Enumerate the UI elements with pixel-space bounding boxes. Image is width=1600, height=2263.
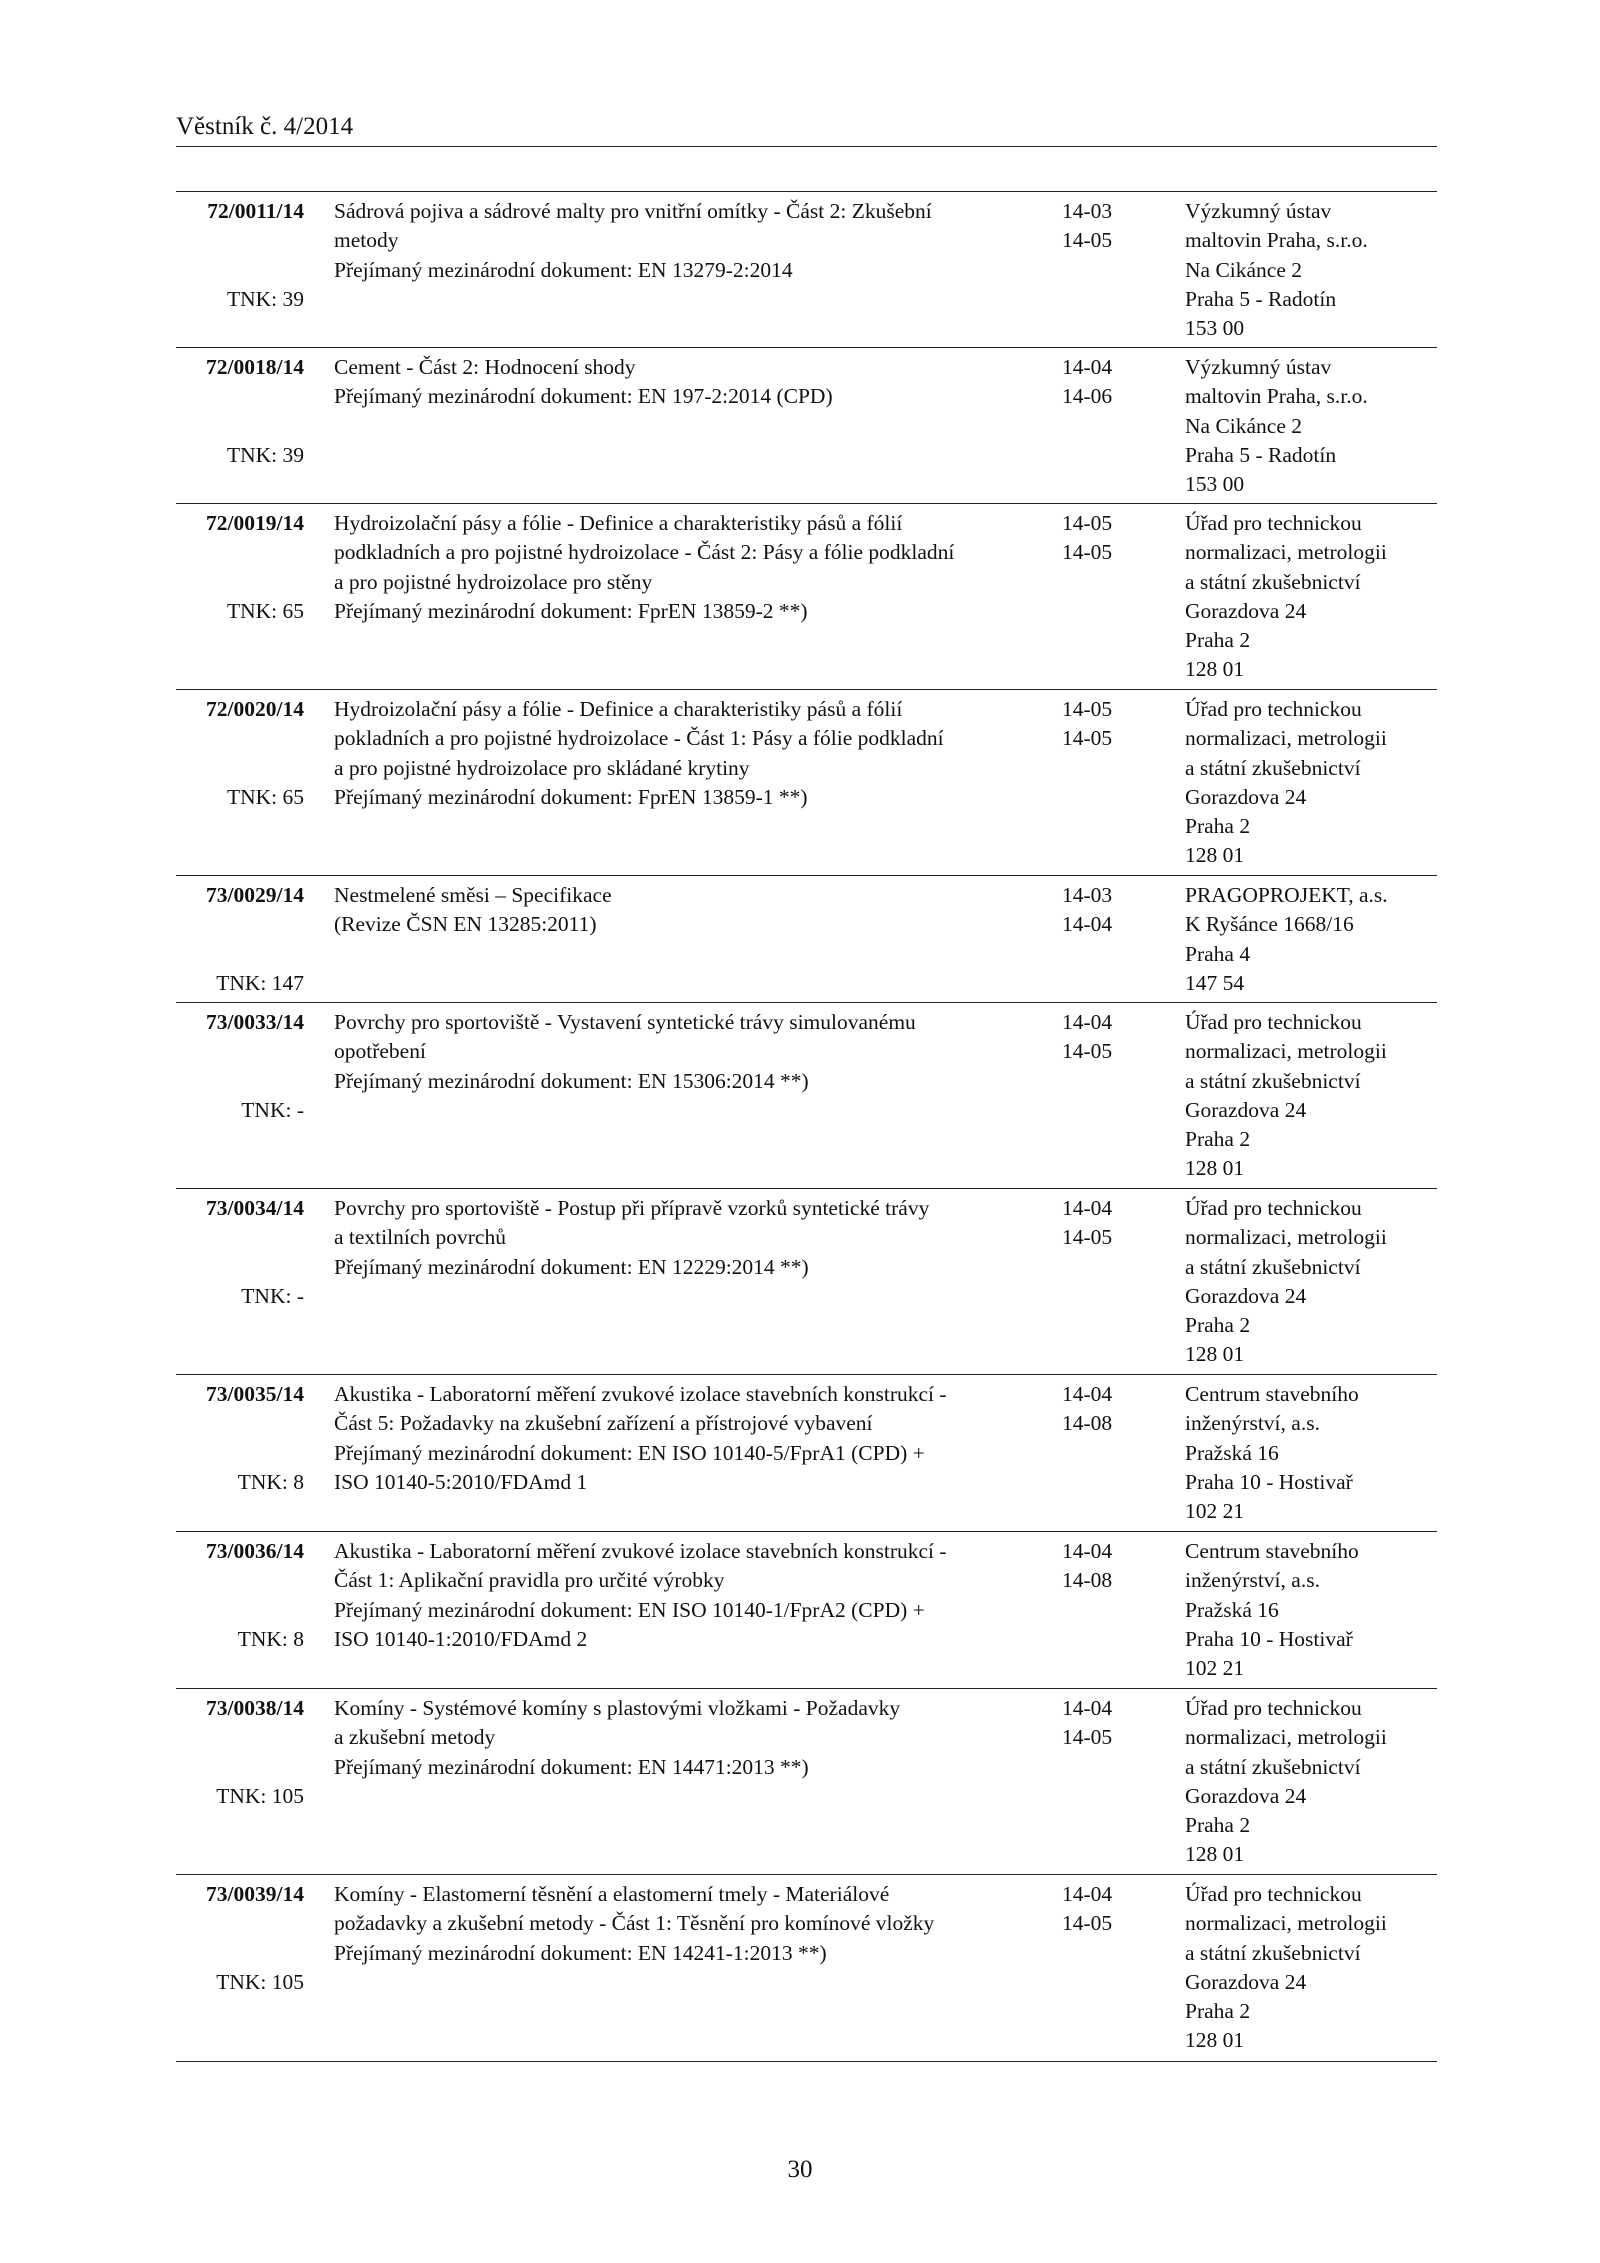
table-row <box>176 1188 1437 1374</box>
entry-organization-line: Praha 5 - Radotín <box>1185 442 1337 467</box>
entry-date: 14-06 <box>1062 384 1113 409</box>
table-row <box>176 689 1437 875</box>
entry-title-line: podkladních a pro pojistné hydroizolace - Část 2: Pásy a fólie podkladní <box>334 540 955 565</box>
entry-organization-line: K Ryšánce 1668/16 <box>1185 912 1354 937</box>
entry-organization-line: 128 01 <box>1185 657 1245 682</box>
entry-organization-line: Úřad pro technickou <box>1185 1196 1362 1220</box>
table-row <box>176 1688 1437 1874</box>
entry-date: 14-04 <box>1062 1696 1113 1720</box>
entry-code-cell <box>176 1008 304 1122</box>
entry-organization-cell <box>1185 509 1437 685</box>
entry-organization-line: Výzkumný ústav <box>1185 199 1332 223</box>
entry-organization-line: 153 00 <box>1185 472 1245 497</box>
entry-title-line: Přejímaný mezinárodní dokument: EN ISO 10140-1/FprA2 (CPD) + <box>334 1597 925 1622</box>
entry-title-line: ISO 10140-5:2010/FDAmd 1 <box>334 1469 588 1494</box>
entry-title-line: Část 1: Aplikační pravidla pro určité výrobky <box>334 1568 725 1593</box>
entry-title-line: Přejímaný mezinárodní dokument: EN 14241-1:2013 **) <box>334 1940 827 1965</box>
entry-title-line: Hydroizolační pásy a fólie - Definice a charakteristiky pásů a fólií <box>334 511 903 535</box>
entry-organization-line: 128 01 <box>1185 1342 1245 1367</box>
entry-title-line: Přejímaný mezinárodní dokument: FprEN 13859-2 **) <box>334 598 808 623</box>
entry-title-line: Sádrová pojiva a sádrové malty pro vnitřní omítky - Část 2: Zkušební <box>334 199 932 223</box>
entry-code: 73/0036/14 <box>206 1539 304 1563</box>
entry-organization-line: normalizaci, metrologii <box>1185 726 1387 751</box>
entry-organization-line: Praha 2 <box>1185 1313 1251 1338</box>
entry-organization-cell <box>1185 353 1437 499</box>
entry-organization-line: a státní zkušebnictví <box>1185 1754 1361 1779</box>
entry-organization-line: Praha 10 - Hostivař <box>1185 1626 1353 1651</box>
entry-organization-line: maltovin Praha, s.r.o. <box>1185 384 1368 409</box>
entry-organization-cell <box>1185 197 1437 343</box>
entry-title-line: Cement - Část 2: Hodnocení shody <box>334 355 636 379</box>
entry-organization-line: a státní zkušebnictví <box>1185 755 1361 780</box>
entry-code: 73/0033/14 <box>206 1010 304 1034</box>
entry-tnk: TNK: 105 <box>216 1784 304 1808</box>
table-row <box>176 1002 1437 1188</box>
entry-date: 14-08 <box>1062 1411 1113 1436</box>
entry-dates-cell <box>1062 353 1132 412</box>
entry-organization-line: Gorazdova 24 <box>1185 1283 1307 1308</box>
entry-organization-line: 102 21 <box>1185 1499 1245 1524</box>
entry-title-line: Nestmelené směsi – Specifikace <box>334 883 612 907</box>
entry-organization-line: Na Cikánce 2 <box>1185 413 1303 438</box>
entry-organization-line: a státní zkušebnictví <box>1185 1068 1361 1093</box>
entry-organization-line: 147 54 <box>1185 970 1245 995</box>
entry-title-line: Přejímaný mezinárodní dokument: EN 14471:2013 **) <box>334 1754 809 1779</box>
entry-organization-line: 128 01 <box>1185 843 1245 868</box>
entry-dates-cell <box>1062 1537 1132 1596</box>
entry-organization-line: Výzkumný ústav <box>1185 355 1332 379</box>
entry-organization-line: normalizaci, metrologii <box>1185 1225 1387 1250</box>
entry-organization-line: normalizaci, metrologii <box>1185 1911 1387 1936</box>
entry-organization-line: 128 01 <box>1185 1842 1245 1867</box>
entry-code: 72/0011/14 <box>207 199 304 223</box>
entry-dates-cell <box>1062 1694 1132 1753</box>
entry-title-line: a textilních povrchů <box>334 1225 506 1250</box>
table-row <box>176 192 1437 347</box>
entry-dates-cell <box>1062 1880 1132 1939</box>
entry-title-line: a zkušební metody <box>334 1725 496 1750</box>
entry-organization-cell <box>1185 1537 1437 1683</box>
entry-code: 73/0038/14 <box>206 1696 304 1720</box>
entry-organization-line: Praha 2 <box>1185 814 1251 839</box>
entry-code-cell <box>176 1694 304 1808</box>
entry-organization-line: Gorazdova 24 <box>1185 598 1307 623</box>
entry-code-cell <box>176 353 304 467</box>
entry-organization-line: a státní zkušebnictví <box>1185 1254 1361 1279</box>
entry-organization-line: Praha 4 <box>1185 941 1251 966</box>
entry-title-line: Akustika - Laboratorní měření zvukové izolace stavebních konstrukcí - <box>334 1539 947 1563</box>
entry-date: 14-05 <box>1062 697 1113 721</box>
entry-date: 14-04 <box>1062 1382 1113 1406</box>
entry-date: 14-04 <box>1062 1196 1113 1220</box>
entry-organization-cell <box>1185 881 1437 998</box>
entry-title-line: Přejímaný mezinárodní dokument: EN 12229:2014 **) <box>334 1254 809 1279</box>
entry-tnk: TNK: 147 <box>216 971 304 995</box>
table-row <box>176 503 1437 689</box>
entry-organization-line: Gorazdova 24 <box>1185 784 1307 809</box>
entry-date: 14-05 <box>1062 1725 1113 1750</box>
entry-code-cell <box>176 509 304 623</box>
entry-date: 14-05 <box>1062 540 1113 565</box>
entry-organization-line: Praha 10 - Hostivař <box>1185 1469 1353 1494</box>
entry-title-line: ISO 10140-1:2010/FDAmd 2 <box>334 1626 588 1651</box>
entry-organization-line: Centrum stavebního <box>1185 1539 1359 1563</box>
entry-date: 14-05 <box>1062 511 1113 535</box>
entry-title-line: Přejímaný mezinárodní dokument: EN 197-2:2014 (CPD) <box>334 384 833 409</box>
entry-code: 73/0035/14 <box>206 1382 304 1406</box>
entry-date: 14-04 <box>1062 912 1113 937</box>
table-row <box>176 347 1437 503</box>
entry-organization-cell <box>1185 1008 1437 1184</box>
entry-code: 72/0018/14 <box>206 355 304 379</box>
entry-code: 73/0039/14 <box>206 1882 304 1906</box>
entry-organization-line: inženýrství, a.s. <box>1185 1411 1320 1436</box>
entry-title-line: Přejímaný mezinárodní dokument: EN 13279-2:2014 <box>334 257 793 282</box>
entry-organization-line: 128 01 <box>1185 2028 1245 2053</box>
entry-organization-line: Úřad pro technickou <box>1185 1882 1362 1906</box>
entry-code-cell <box>176 1194 304 1308</box>
entry-tnk: TNK: - <box>241 1284 304 1308</box>
entry-title-line: Přejímaný mezinárodní dokument: FprEN 13859-1 **) <box>334 784 808 809</box>
entry-dates-cell <box>1062 1380 1132 1439</box>
entry-organization-line: Praha 2 <box>1185 1999 1251 2024</box>
entry-organization-line: PRAGOPROJEKT, a.s. <box>1185 883 1388 907</box>
entry-tnk: TNK: 65 <box>226 599 304 623</box>
entry-date: 14-05 <box>1062 228 1113 253</box>
entry-organization-line: Úřad pro technickou <box>1185 697 1362 721</box>
entry-organization-line: Úřad pro technickou <box>1185 511 1362 535</box>
entry-date: 14-04 <box>1062 1010 1113 1034</box>
entry-dates-cell <box>1062 881 1132 940</box>
entry-organization-line: normalizaci, metrologii <box>1185 1039 1387 1064</box>
entry-code: 73/0034/14 <box>206 1196 304 1220</box>
entry-dates-cell <box>1062 197 1132 256</box>
entry-title-line: požadavky a zkušební metody - Část 1: Těsnění pro komínové vložky <box>334 1911 935 1936</box>
table-row <box>176 1874 1437 2061</box>
entry-tnk: TNK: 105 <box>216 1970 304 1994</box>
entry-organization-cell <box>1185 1194 1437 1370</box>
entry-title-line: opotřebení <box>334 1039 426 1064</box>
entry-organization-line: Gorazdova 24 <box>1185 1097 1307 1122</box>
entry-title-line: metody <box>334 228 399 253</box>
entry-organization-line: Gorazdova 24 <box>1185 1969 1307 1994</box>
entry-title-line: Povrchy pro sportoviště - Postup při přípravě vzorků syntetické trávy <box>334 1196 930 1220</box>
table-row <box>176 875 1437 1002</box>
entry-organization-line: Praha 5 - Radotín <box>1185 286 1337 311</box>
entry-title-line: Komíny - Elastomerní těsnění a elastomerní tmely - Materiálové <box>334 1882 890 1906</box>
entry-code-cell <box>176 1537 304 1651</box>
entry-date: 14-04 <box>1062 355 1113 379</box>
entry-organization-line: Úřad pro technickou <box>1185 1696 1362 1720</box>
entry-organization-line: Gorazdova 24 <box>1185 1783 1307 1808</box>
entry-code: 72/0020/14 <box>206 697 304 721</box>
entry-date: 14-05 <box>1062 1225 1113 1250</box>
entry-code-cell <box>176 1380 304 1494</box>
entry-dates-cell <box>1062 1008 1132 1067</box>
entry-dates-cell <box>1062 1194 1132 1253</box>
entry-title-line: Přejímaný mezinárodní dokument: EN ISO 10140-5/FprA1 (CPD) + <box>334 1440 925 1465</box>
bulletin-title: Věstník č. 4/2014 <box>176 113 354 140</box>
standards-table <box>176 191 1437 2062</box>
entry-date: 14-05 <box>1062 726 1113 751</box>
entry-organization-line: normalizaci, metrologii <box>1185 1725 1387 1750</box>
page-header <box>176 110 1437 147</box>
entry-tnk: TNK: - <box>241 1098 304 1122</box>
entry-organization-line: Pražská 16 <box>1185 1597 1279 1622</box>
entry-date: 14-04 <box>1062 1882 1113 1906</box>
entry-code-cell <box>176 881 304 995</box>
entry-organization-line: 153 00 <box>1185 316 1245 341</box>
entry-code-cell <box>176 1880 304 1994</box>
entry-organization-line: maltovin Praha, s.r.o. <box>1185 228 1368 253</box>
entry-organization-line: Na Cikánce 2 <box>1185 257 1303 282</box>
entry-organization-line: 128 01 <box>1185 1156 1245 1181</box>
entry-dates-cell <box>1062 509 1132 568</box>
entry-code-cell <box>176 197 304 311</box>
entry-organization-cell <box>1185 1380 1437 1526</box>
entry-title-line: Přejímaný mezinárodní dokument: EN 15306:2014 **) <box>334 1068 809 1093</box>
table-row <box>176 1374 1437 1531</box>
entry-organization-cell <box>1185 1880 1437 2056</box>
entry-organization-line: a státní zkušebnictví <box>1185 1940 1361 1965</box>
entry-organization-cell <box>1185 1694 1437 1870</box>
entry-organization-line: Pražská 16 <box>1185 1440 1279 1465</box>
entry-title-line: Povrchy pro sportoviště - Vystavení syntetické trávy simulovanému <box>334 1010 916 1034</box>
entry-date: 14-08 <box>1062 1568 1113 1593</box>
entry-title-line: Akustika - Laboratorní měření zvukové izolace stavebních konstrukcí - <box>334 1382 947 1406</box>
entry-date: 14-05 <box>1062 1911 1113 1936</box>
entry-organization-line: Praha 2 <box>1185 1813 1251 1838</box>
entry-code: 72/0019/14 <box>206 511 304 535</box>
entry-code-cell <box>176 695 304 809</box>
entry-title-line: a pro pojistné hydroizolace pro skládané krytiny <box>334 755 750 780</box>
entry-date: 14-04 <box>1062 1539 1113 1563</box>
entry-organization-line: inženýrství, a.s. <box>1185 1568 1320 1593</box>
entry-dates-cell <box>1062 695 1132 754</box>
entry-tnk: TNK: 8 <box>237 1470 304 1494</box>
entry-organization-cell <box>1185 695 1437 871</box>
entry-tnk: TNK: 8 <box>237 1627 304 1651</box>
entry-organization-line: normalizaci, metrologii <box>1185 540 1387 565</box>
entry-date: 14-05 <box>1062 1039 1113 1064</box>
entry-organization-line: a státní zkušebnictví <box>1185 569 1361 594</box>
table-row <box>176 1531 1437 1688</box>
entry-organization-line: Úřad pro technickou <box>1185 1010 1362 1034</box>
entry-organization-line: Centrum stavebního <box>1185 1382 1359 1406</box>
entry-title-line: Část 5: Požadavky na zkušební zařízení a přístrojové vybavení <box>334 1411 873 1436</box>
entry-title-line: Hydroizolační pásy a fólie - Definice a charakteristiky pásů a fólií <box>334 697 903 721</box>
entry-title-line: Komíny - Systémové komíny s plastovými vložkami - Požadavky <box>334 1696 901 1720</box>
entry-title-line: (Revize ČSN EN 13285:2011) <box>334 912 597 937</box>
entry-date: 14-03 <box>1062 883 1113 907</box>
entry-organization-line: 102 21 <box>1185 1656 1245 1681</box>
entry-code: 73/0029/14 <box>206 883 304 907</box>
entry-date: 14-03 <box>1062 199 1113 223</box>
entry-tnk: TNK: 65 <box>226 785 304 809</box>
entry-tnk: TNK: 39 <box>226 443 304 467</box>
entry-tnk: TNK: 39 <box>226 287 304 311</box>
page-number: 30 <box>787 2156 813 2183</box>
entry-title-line: pokladních a pro pojistné hydroizolace - Část 1: Pásy a fólie podkladní <box>334 726 944 751</box>
entry-organization-line: Praha 2 <box>1185 1127 1251 1152</box>
entry-title-line: a pro pojistné hydroizolace pro stěny <box>334 569 653 594</box>
entry-organization-line: Praha 2 <box>1185 628 1251 653</box>
